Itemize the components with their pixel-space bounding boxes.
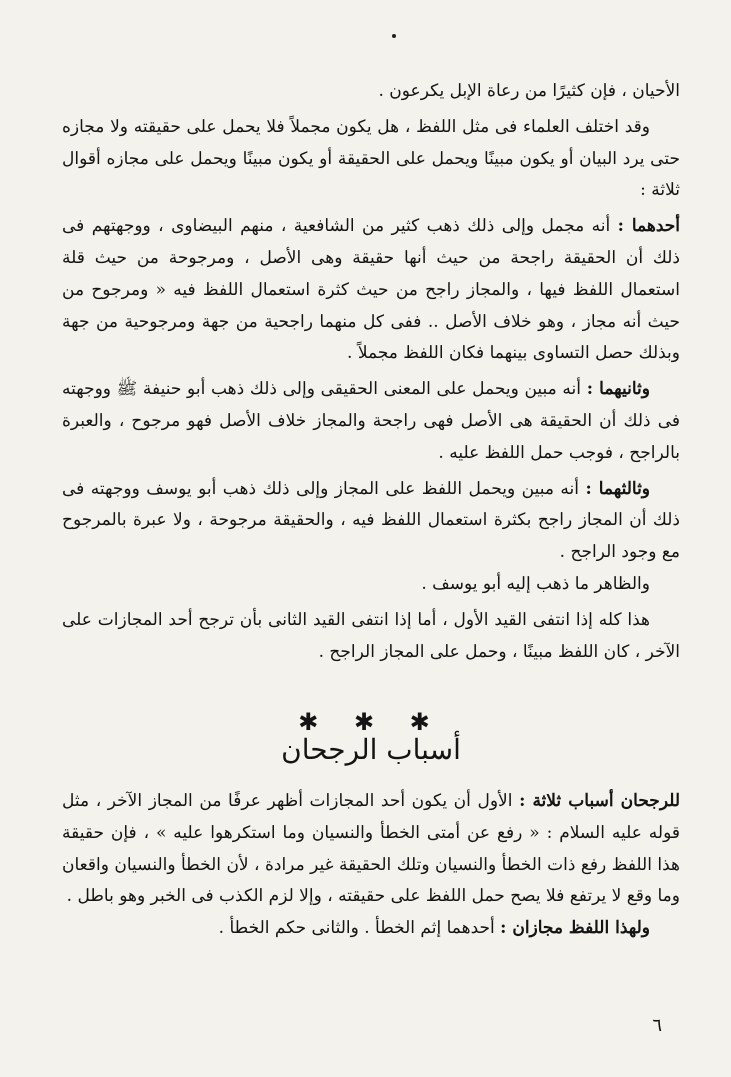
paragraph: هذا كله إذا انتفى القيد الأول ، أما إذا انتفى القيد الثانى بأن ترجح أحد المجازات على الآخر ، كان اللفظ مبينًا ، وحمل على المجاز الراجح . xyxy=(62,609,680,662)
paragraph xyxy=(62,913,680,945)
paragraph-text: الأول أن يكون أحد المجازات أظهر عرفًا من المجاز الآخر ، مثل قوله عليه السلام : « رفع عن أمتى الخطأ والنسيان وما استكرهوا عليه » ، فإن حقيقة هذا اللفظ رفع ذات الخطأ والنسيان وتلك الحقيقة غير مرادة ، لأن الخطأ والنسيان واقعان وما وقع لا يرتفع فلا يصح حمل اللفظ على حقيقته ، وإلا لزم الكذب فى الخبر وهو باطل . xyxy=(62,791,680,907)
section-heading: أسباب الرجحان xyxy=(281,733,461,766)
paragraph-text: أنه مبين ويحمل على المعنى الحقيقى وإلى ذلك ذهب أبو حنيفة ﷺ ووجهته فى ذلك أن الحقيقة هى الأصل فهى راجحة والمجاز خلاف الأصل فهو مرجوح ، والعبرة بالراجح ، فوجب حمل اللفظ عليه . xyxy=(62,379,680,463)
paragraph-text: أحدهما إثم الخطأ . والثانى حكم الخطأ . xyxy=(218,918,495,939)
paragraph xyxy=(62,211,680,370)
paragraph: وقد اختلف العلماء فى مثل اللفظ ، هل يكون مجملاً فلا يحمل على حقيقته ولا مجازه حتى يرد البيان أو يكون مبينًا ويحمل على الحقيقة أو يكون مبينًا ويحمل على مجازه أقوال ثلاثة : xyxy=(62,116,680,201)
paragraph xyxy=(62,786,680,913)
paragraph: والظاهر ما ذهب إليه أبو يوسف . xyxy=(421,573,650,594)
book-page xyxy=(62,20,680,1060)
paragraph xyxy=(62,374,680,469)
page-number: ٦ xyxy=(652,1015,662,1036)
paragraph-label: وثانيهما : xyxy=(586,379,650,400)
top-dot xyxy=(392,34,396,38)
paragraph: الأحيان ، فإن كثيرًا من رعاة الإبل يكرعون . xyxy=(378,81,680,101)
section-divider-stars: ✱ ✱ ✱ xyxy=(298,708,444,736)
paragraph-text: أنه مجمل وإلى ذلك ذهب كثير من الشافعية ، منهم البيضاوى ، ووجهتهم فى ذلك أن الحقيقة راجحة من حيث أنها حقيقة وهى الأصل ، ومرجوحة من حيث قلة استعمال اللفظ فيها ، والمجاز راجح من حيث كثرة استعمال اللفظ فيه « ومرجوح من حيث أنه مجاز ، وهو خلاف الأصل .. ففى كل منهما راجحية من جهة ومرجوحية من جهة وبذلك حصل التساوى بينهما فكان اللفظ مجملاً . xyxy=(62,216,680,364)
paragraph-label: ولهذا اللفظ مجازان : xyxy=(500,918,650,939)
paragraph-text: أنه مبين ويحمل اللفظ على المجاز وإلى ذلك ذهب أبو يوسف ووجهته فى ذلك أن المجاز راجح بكثرة استعمال اللفظ فيه ، والحقيقة مرجوحة ، ولا عبرة بالمرجوح مع وجود الراجح . xyxy=(62,478,680,563)
paragraph-label: للرجحان أسباب ثلاثة : xyxy=(519,791,681,811)
body-text-section-2 xyxy=(62,786,680,945)
paragraph-label: أحدهما : xyxy=(617,216,681,237)
body-text-section-1 xyxy=(62,76,680,668)
paragraph-label: وثالثهما : xyxy=(585,478,651,499)
paragraph xyxy=(62,474,680,569)
